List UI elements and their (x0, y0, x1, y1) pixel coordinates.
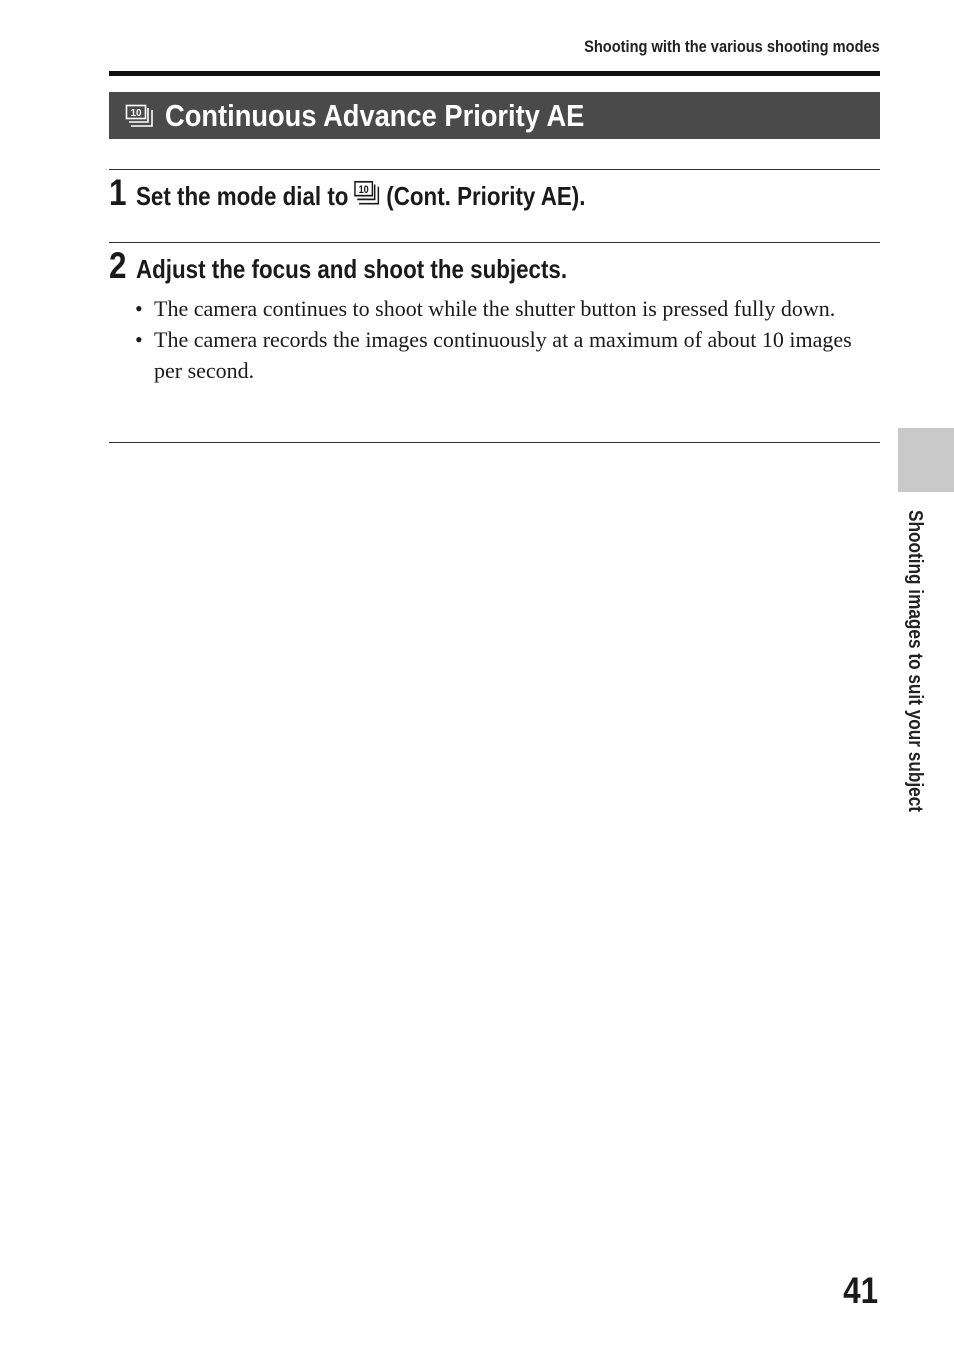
list-item: • The camera continues to shoot while the shutter button is pressed fully down. (135, 296, 836, 321)
svg-text:10: 10 (130, 108, 142, 119)
divider (109, 169, 880, 170)
svg-text:10: 10 (358, 184, 369, 197)
page-number: 41 (843, 1270, 878, 1311)
step-number: 1 (109, 172, 127, 213)
chapter-label-text: Shooting images to suit your subject (904, 510, 926, 812)
step-1-instruction (136, 180, 585, 213)
step-number: 2 (109, 245, 127, 286)
chapter-label (896, 510, 924, 876)
divider (109, 242, 880, 243)
divider (109, 442, 880, 443)
bullet-text: The camera records the images continuously at a maximum of about 10 images per second. (154, 327, 852, 383)
step-1-text-before: Set the mode dial to (136, 181, 349, 211)
step-1-text-after: (Cont. Priority AE). (386, 181, 586, 211)
list-item: • The camera records the images continuously at a maximum of about 10 images per second. (135, 327, 852, 383)
running-header: Shooting with the various shooting modes (584, 37, 880, 56)
continuous-priority-ae-icon (125, 104, 155, 133)
step-2-bullet-list (135, 293, 855, 386)
section-title-bar (109, 92, 880, 139)
step-2-instruction: Adjust the focus and shoot the subjects. (136, 254, 568, 284)
bullet-text: The camera continues to shoot while the shutter button is pressed fully down. (154, 296, 836, 321)
continuous-priority-ae-icon (354, 180, 382, 213)
top-rule (109, 71, 880, 76)
chapter-tab (898, 428, 954, 492)
section-title: Continuous Advance Priority AE (165, 98, 585, 133)
